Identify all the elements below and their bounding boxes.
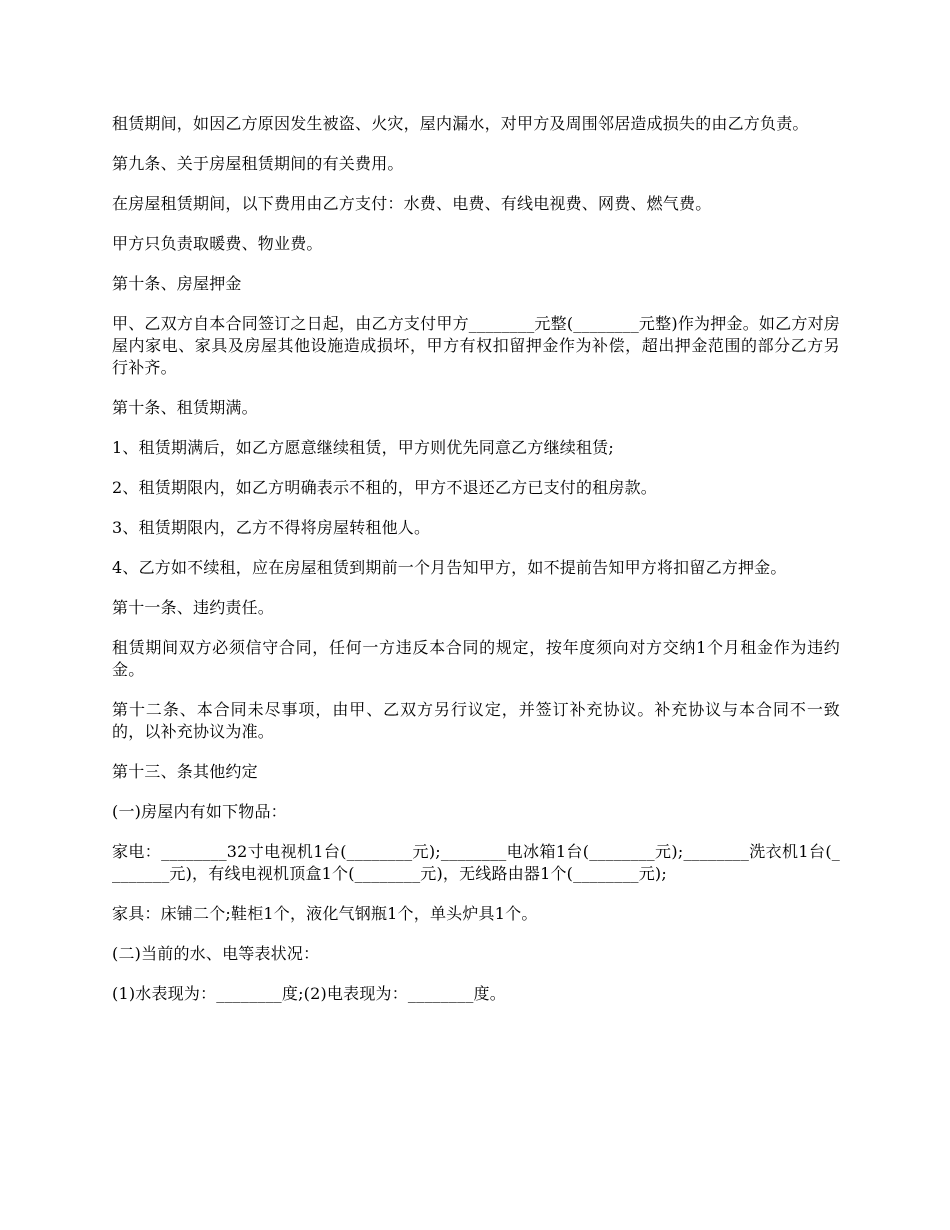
- paragraph-landlord-fees: 甲方只负责取暖费、物业费。: [112, 234, 323, 253]
- document-page: [112, 113, 840, 1023]
- paragraph-breach: 租赁期间双方必须信守合同，任何一方违反本合同的规定，按年度须向对方交纳1个月租金作为违约金。: [112, 638, 840, 679]
- paragraph-liability-damage: 租赁期间，如因乙方原因发生被盗、火灾，屋内漏水，对甲方及周围邻居造成损失的由乙方负责。: [112, 114, 809, 133]
- paragraph-deposit: 甲、乙双方自本合同签订之日起，由乙方支付甲方________元整(________元整)作为押金。如乙方对房屋内家电、家具及房屋其他设施造成损坏，甲方有权扣留押金作为补偿，超出押金范围的部分乙方另行补齐。: [112, 314, 840, 377]
- heading-article-10-deposit: 第十条、房屋押金: [112, 274, 242, 293]
- paragraph-meter-readings: (1)水表现为：________度;(2)电表现为：________度。: [112, 984, 506, 1003]
- subheading-meters: (二)当前的水、电等表状况：: [112, 944, 320, 963]
- heading-article-11: 第十一条、违约责任。: [112, 598, 275, 617]
- list-item-expiry-2: 2、租赁期限内，如乙方明确表示不租的，甲方不退还乙方已支付的租房款。: [112, 478, 657, 497]
- paragraph-article-12: 第十二条、本合同未尽事项，由甲、乙双方另行议定，并签订补充协议。补充协议与本合同不一致的，以补充协议为准。: [112, 700, 840, 741]
- heading-article-9: 第九条、关于房屋租赁期间的有关费用。: [112, 154, 404, 173]
- paragraph-appliances: 家电：________32寸电视机1台(________元);________电冰箱1台(________元);________洗衣机1台(________元)，有线电视机顶盒1个(________元)，无线路由器1个(________元);: [112, 842, 840, 883]
- list-item-expiry-4: 4、乙方如不续租，应在房屋租赁到期前一个月告知甲方，如不提前告知甲方将扣留乙方押金。: [112, 558, 787, 577]
- heading-article-10-expiry: 第十条、租赁期满。: [112, 398, 258, 417]
- paragraph-furniture: 家具：床铺二个;鞋柜1个，液化气钢瓶1个，单头炉具1个。: [112, 904, 538, 923]
- subheading-items: (一)房屋内有如下物品：: [112, 802, 287, 821]
- heading-article-13: 第十三、条其他约定: [112, 762, 258, 781]
- list-item-expiry-3: 3、租赁期限内，乙方不得将房屋转租他人。: [112, 518, 431, 537]
- paragraph-tenant-fees: 在房屋租赁期间，以下费用由乙方支付：水费、电费、有线电视费、网费、燃气费。: [112, 194, 712, 213]
- list-item-expiry-1: 1、租赁期满后，如乙方愿意继续租赁，甲方则优先同意乙方继续租赁;: [112, 438, 614, 457]
